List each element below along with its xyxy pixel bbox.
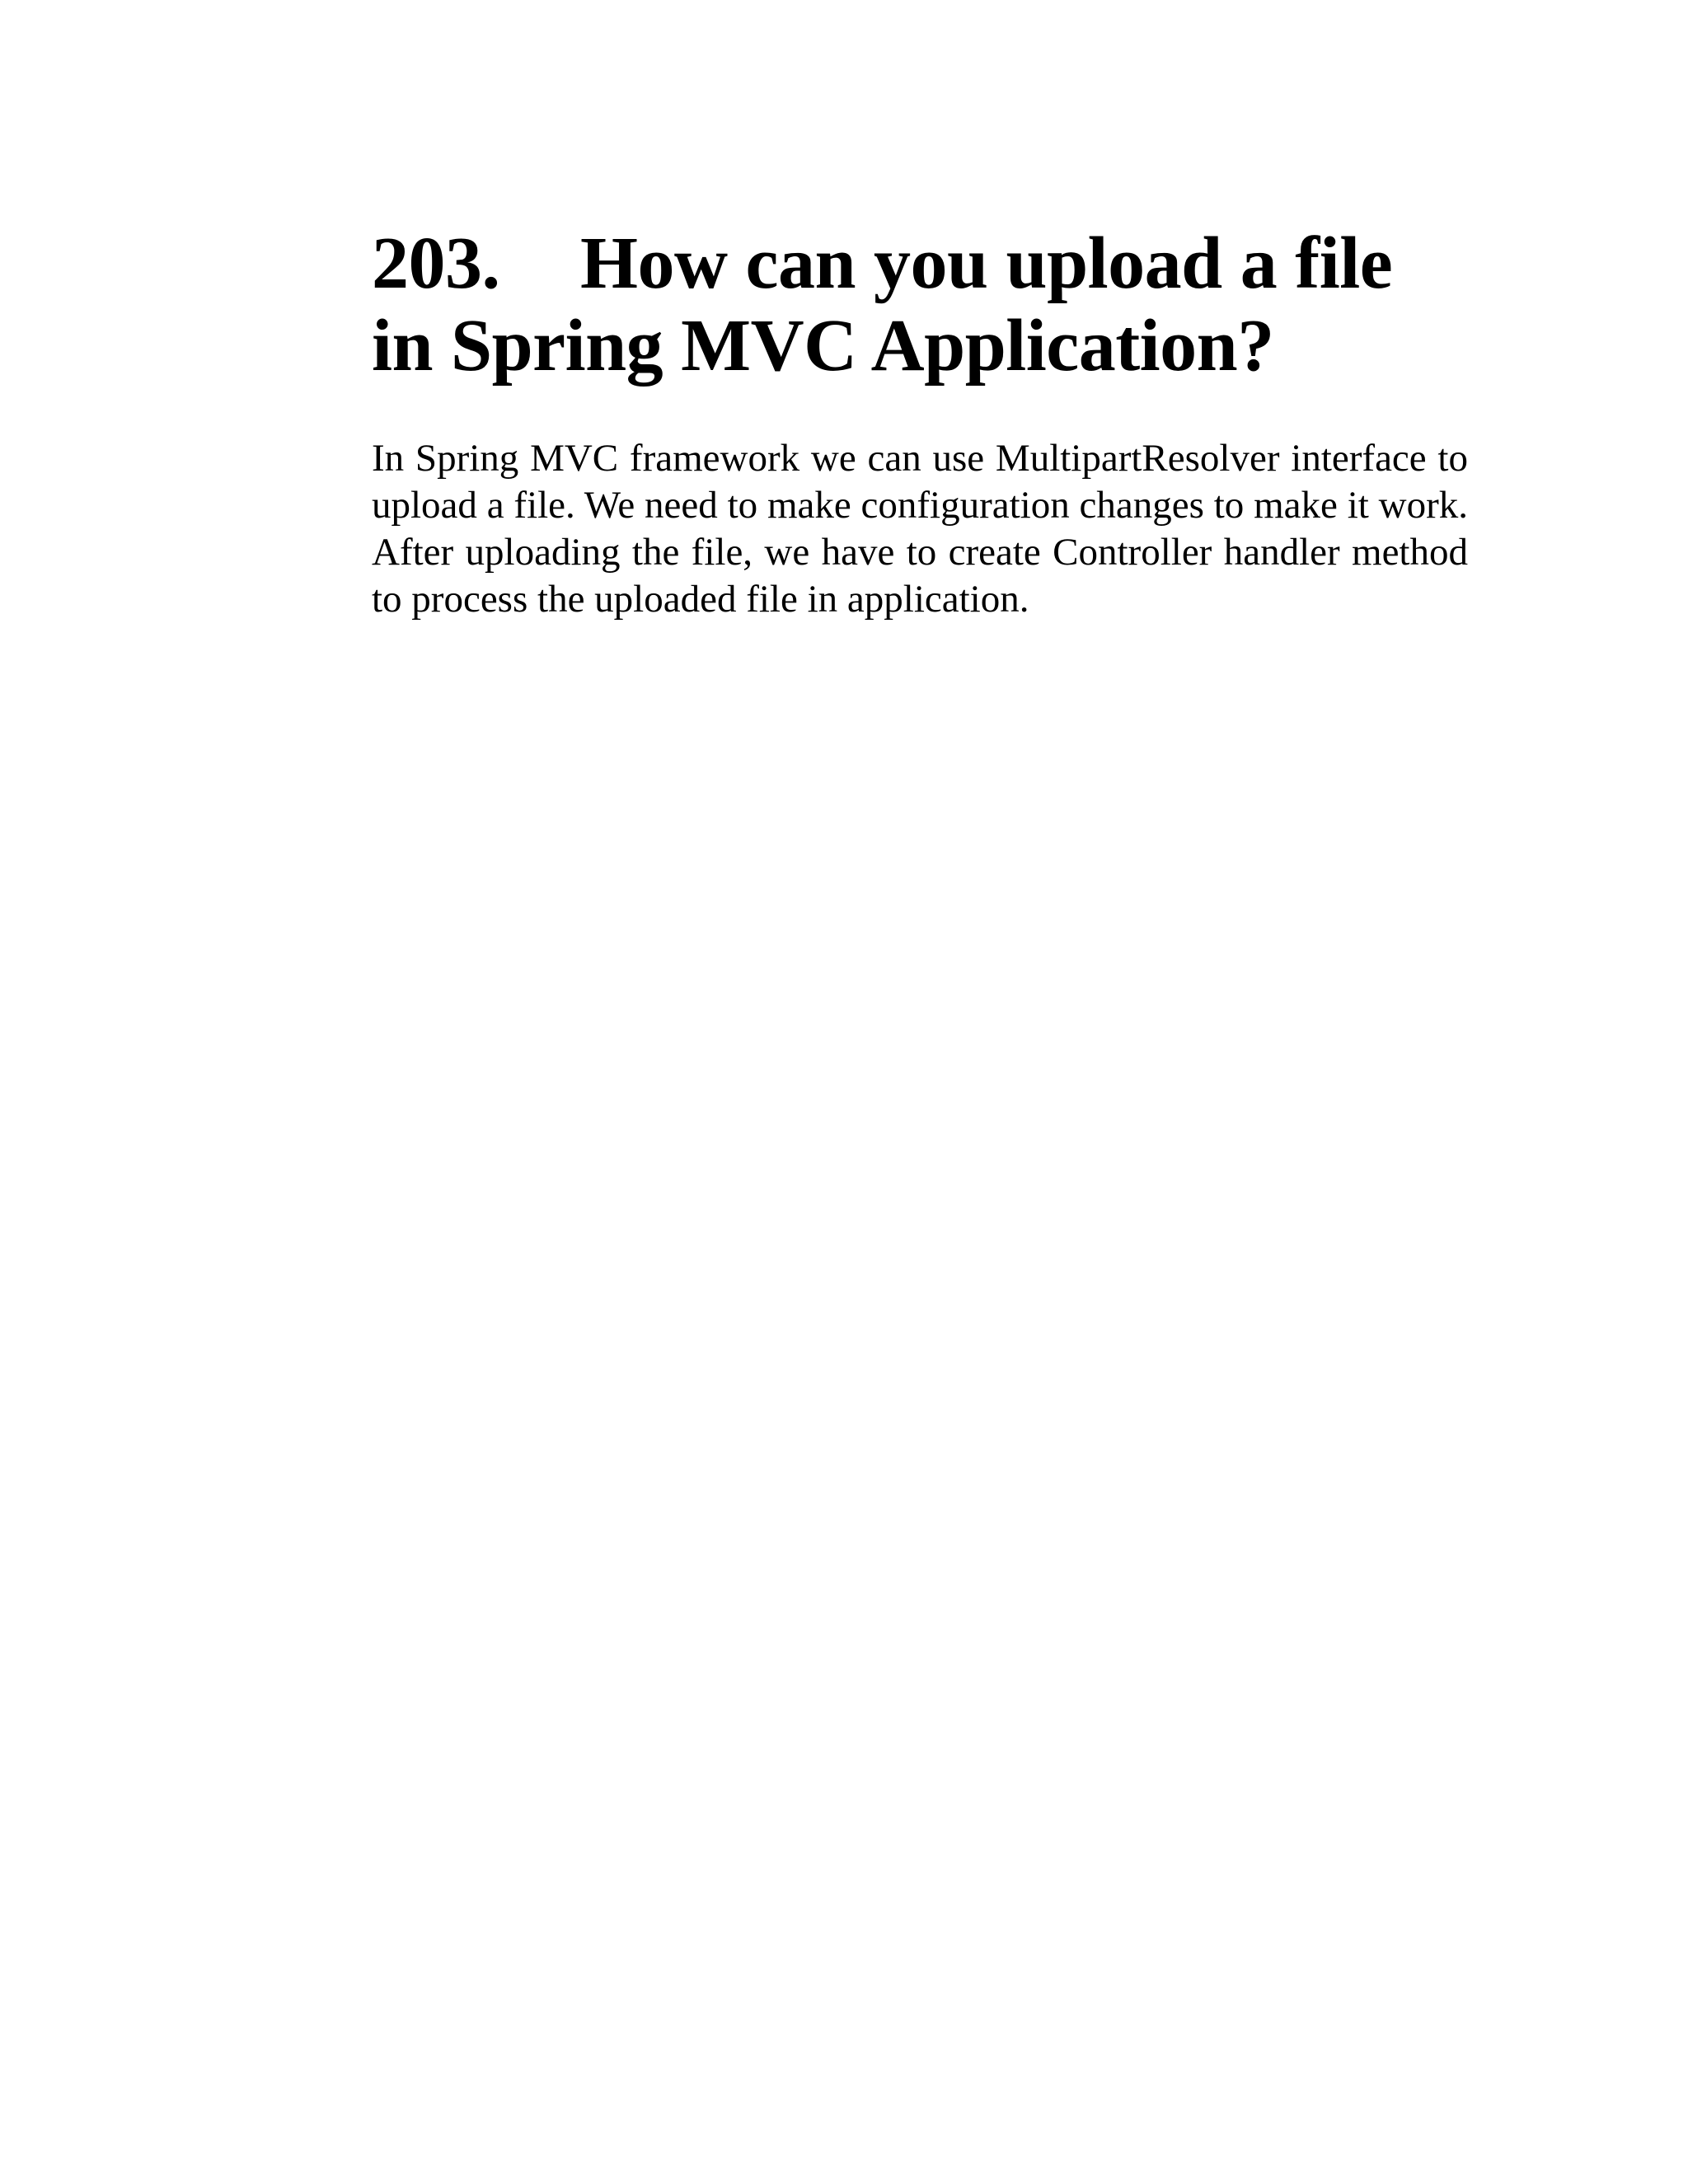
question-title: How can you upload a file in Spring MVC Application? bbox=[372, 223, 1393, 387]
page-content bbox=[372, 223, 1468, 623]
question-heading bbox=[372, 223, 1468, 387]
answer-paragraph: In Spring MVC framework we can use MultipartResolver interface to upload a file. We need to make configuration changes to make it work. After uploading the file, we have to create Controller handler method to process the uploaded file in application. bbox=[372, 437, 1468, 621]
question-number: 203. bbox=[372, 223, 500, 304]
